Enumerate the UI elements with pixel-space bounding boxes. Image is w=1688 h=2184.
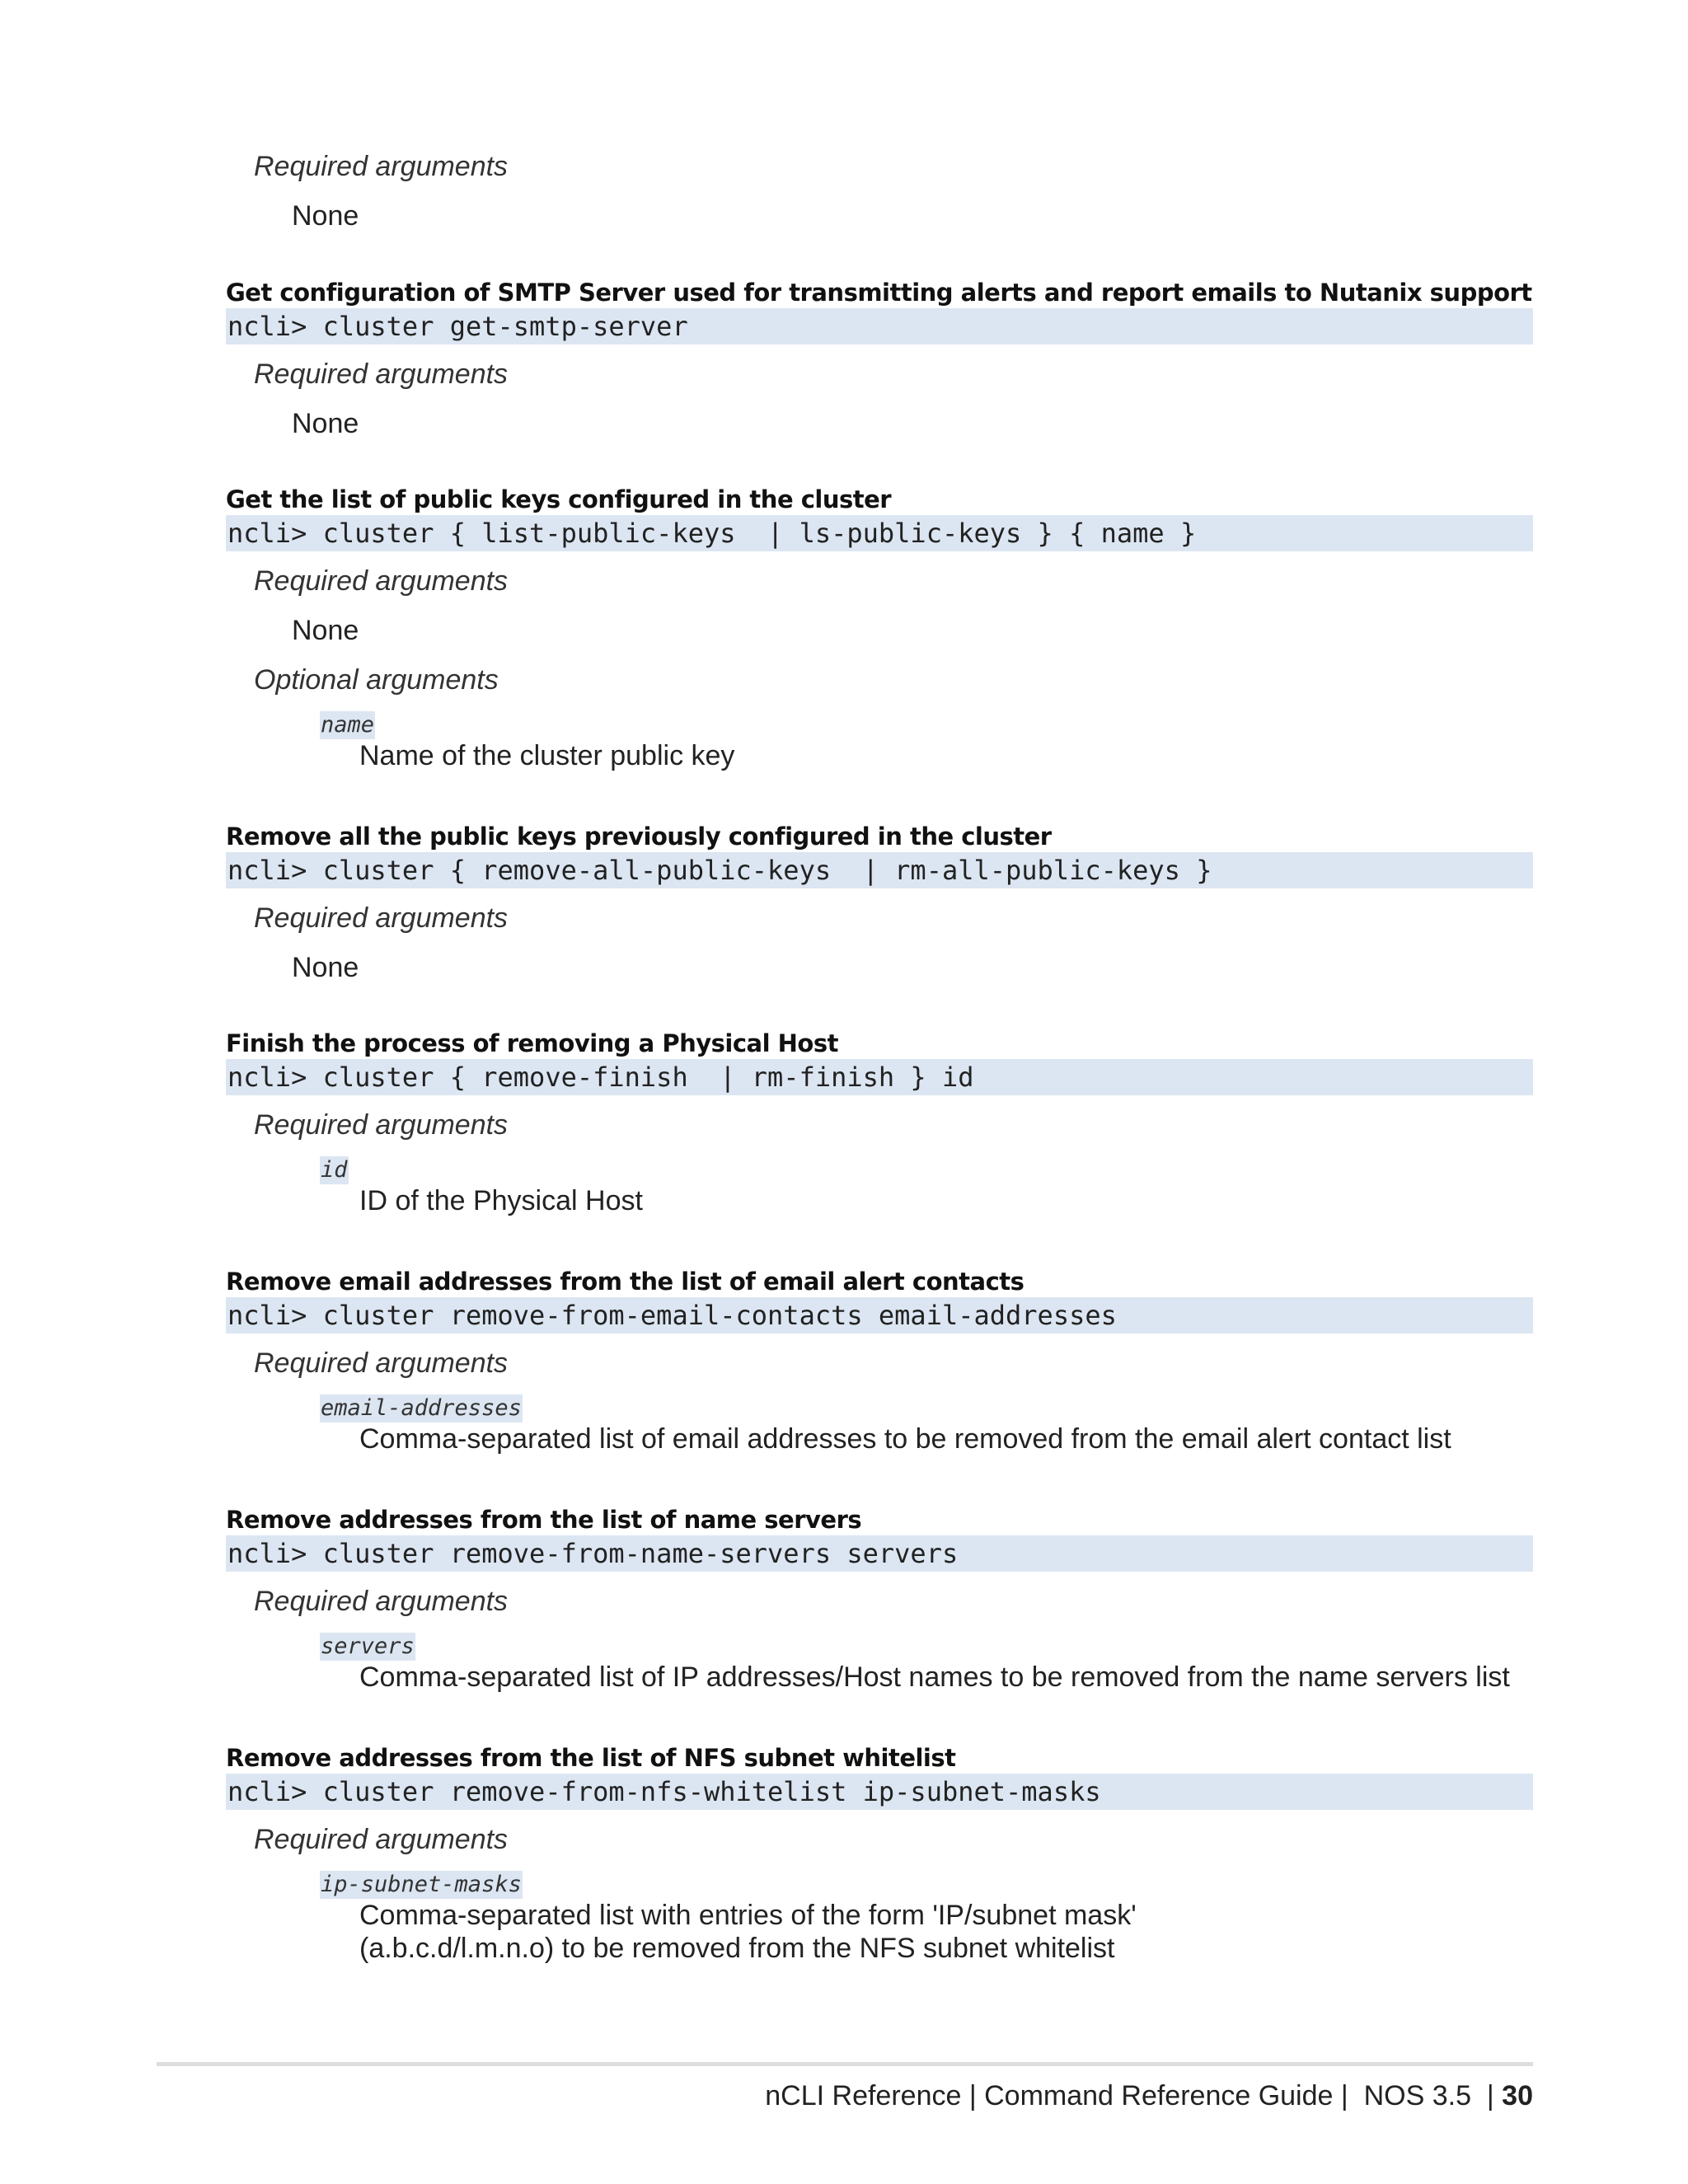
page-footer [765,2080,1533,2112]
required-arguments-label: Required arguments [254,151,509,182]
command-line: ncli> cluster remove-from-name-servers servers [226,1535,1533,1572]
section-title: Remove addresses from the list of name servers [226,1506,862,1534]
argument-description: Comma-separated list with entries of the form 'IP/subnet mask' (a.b.c.d/l.m.n.o) to be removed from the NFS subnet whitelist [359,1900,1137,1964]
command-line: ncli> cluster remove-from-nfs-whitelist ip-subnet-masks [226,1774,1533,1810]
required-arguments-label: Required arguments [254,902,509,934]
required-arguments-value: None [292,408,359,439]
required-arguments-label: Required arguments [254,1109,509,1141]
argument-name: id [321,1157,348,1183]
footer-text: nCLI Reference | Command Reference Guide | NOS 3.5 | [765,2080,1503,2111]
footer-divider [157,2062,1533,2066]
section-title: Get configuration of SMTP Server used for transmitting alerts and report emails to Nutanix support [226,279,1532,307]
section-title: Remove email addresses from the list of email alert contacts [226,1268,1025,1296]
previous-command-args [226,148,1533,234]
command-section-remove-all-public-keys [226,821,1533,986]
required-arguments-label: Required arguments [254,1586,509,1617]
section-title: Get the list of public keys configured in the cluster [226,485,892,513]
command-line: ncli> cluster { list-public-keys | ls-public-keys } { name } [226,515,1533,551]
command-section-get-smtp-server [226,277,1533,442]
command-section-remove-from-email-contacts [226,1266,1533,1455]
command-line: ncli> cluster { remove-finish | rm-finish } id [226,1059,1533,1095]
required-arguments-label: Required arguments [254,1347,509,1379]
argument-name: servers [321,1633,415,1659]
argument-description: Name of the cluster public key [359,740,735,771]
argument-description: ID of the Physical Host [359,1185,643,1216]
optional-arguments-label: Optional arguments [254,664,499,696]
command-section-remove-from-name-servers [226,1504,1533,1694]
section-title: Finish the process of removing a Physical Host [226,1029,838,1057]
argument-description: Comma-separated list of email addresses to be removed from the email alert contact list [359,1423,1451,1455]
required-arguments-value: None [292,952,359,983]
argument-name: email-addresses [321,1395,522,1421]
command-line: ncli> cluster remove-from-email-contacts email-addresses [226,1297,1533,1333]
required-arguments-label: Required arguments [254,359,509,390]
command-section-list-public-keys [226,484,1533,772]
page-number: 30 [1502,2080,1533,2111]
argument-description: Comma-separated list of IP addresses/Host names to be removed from the name servers list [359,1661,1510,1693]
argument-name: name [321,712,375,738]
required-arguments-value: None [292,615,359,646]
command-line: ncli> cluster get-smtp-server [226,308,1533,344]
section-title: Remove addresses from the list of NFS subnet whitelist [226,1744,956,1772]
command-section-remove-finish [226,1028,1533,1217]
required-arguments-label: Required arguments [254,565,509,597]
argument-name: ip-subnet-masks [321,1872,522,1897]
command-section-remove-from-nfs-whitelist [226,1742,1533,1965]
command-line: ncli> cluster { remove-all-public-keys | rm-all-public-keys } [226,852,1533,888]
section-title: Remove all the public keys previously configured in the cluster [226,823,1052,851]
required-arguments-value: None [292,200,359,232]
required-arguments-label: Required arguments [254,1824,509,1855]
